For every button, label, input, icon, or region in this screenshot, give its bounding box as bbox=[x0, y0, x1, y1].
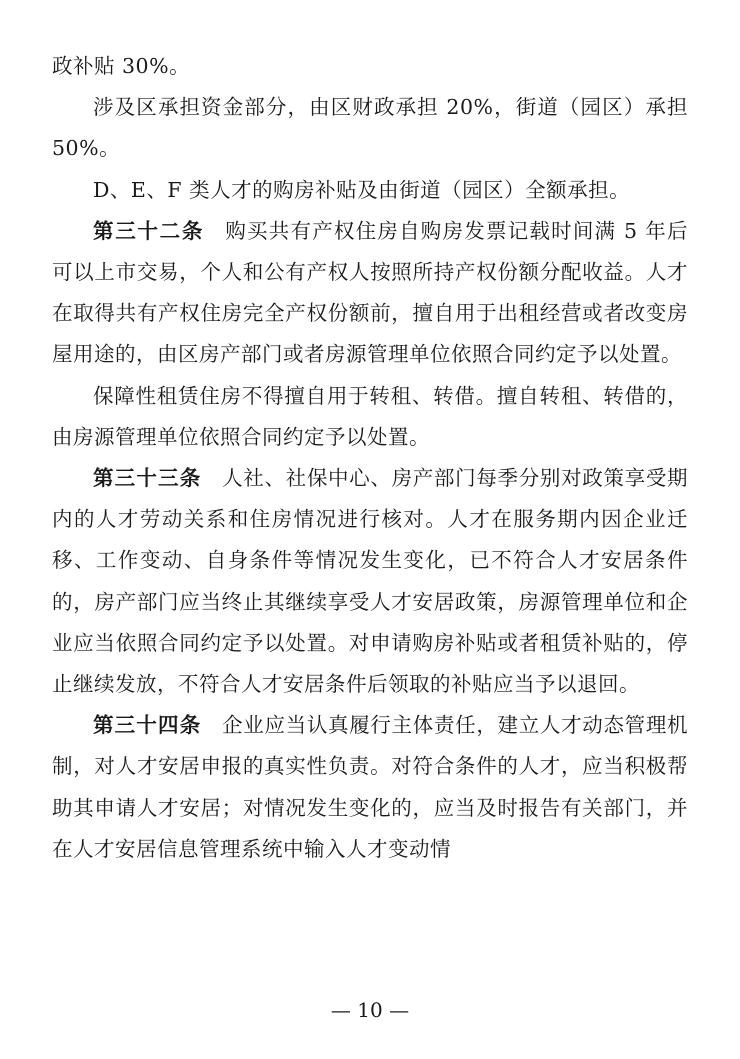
article-heading: 第三十四条 bbox=[93, 713, 202, 738]
article-heading: 第三十二条 bbox=[93, 218, 205, 243]
article-33 bbox=[52, 458, 688, 705]
paragraph-text: 人社、社保中心、房产部门每季分别对政策享受期内的人才劳动关系和住房情况进行核对。人才在服务期内因企业迁移、工作变动、自身条件等情况发生变化，已不符合人才安居条件的，房产部门应当终止其继续享受人才安居政策，房源管理单位和企业应当依照合同约定予以处置。对申请购房补贴或者租赁补贴的，停止继续发放，不符合人才安居条件后领取的补贴应当予以退回。 bbox=[52, 466, 689, 697]
page-number: — 10 — bbox=[330, 998, 410, 1022]
paragraph-text: D、E、F 类人才的购房补贴及由街道（园区）全额承担。 bbox=[93, 177, 631, 202]
paragraph-continuation bbox=[52, 46, 688, 87]
paragraph-text: 企业应当认真履行主体责任，建立人才动态管理机制，对人才安居申报的真实性负责。对符合条件的人才，应当积极帮助其申请人才安居；对情况发生变化的，应当及时报告有关部门，并在人才安居信息管理系统中输入人才变动情 bbox=[52, 713, 689, 861]
paragraph bbox=[52, 170, 688, 211]
body-text bbox=[52, 46, 688, 870]
paragraph-text: 涉及区承担资金部分，由区财政承担 20%，街道（园区）承担 50%。 bbox=[52, 95, 688, 161]
paragraph bbox=[52, 87, 688, 169]
article-heading: 第三十三条 bbox=[93, 466, 202, 491]
paragraph-text: 政补贴 30%。 bbox=[52, 54, 191, 78]
paragraph-text: 购买共有产权住房自购房发票记载时间满 5 年后可以上市交易，个人和公有产权人按照所持产权份额分配收益。人才在取得共有产权住房完全产权份额前，擅自用于出租经营或者改变房屋用途的，由区房产部门或者房源管理单位依照合同约定予以处置。 bbox=[52, 218, 689, 367]
paragraph bbox=[52, 376, 688, 458]
paragraph-text: 保障性租赁住房不得擅自用于转租、转借。擅自转租、转借的，由房源管理单位依照合同约定予以处置。 bbox=[52, 383, 688, 449]
article-32 bbox=[52, 211, 688, 376]
article-34 bbox=[52, 705, 688, 870]
